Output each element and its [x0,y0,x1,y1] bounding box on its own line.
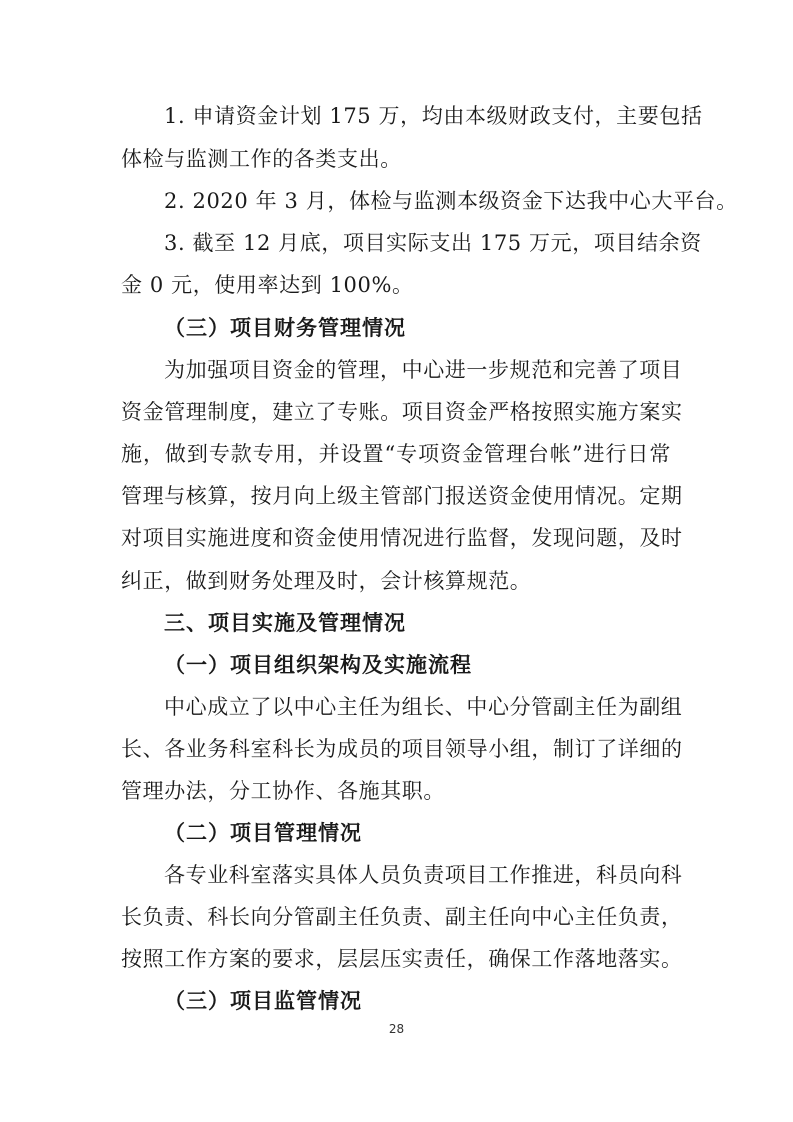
chapter-heading: 三、项目实施及管理情况 [164,610,406,635]
text-line: 各专业科室落实具体人员负责项目工作推进，科员向科 [164,863,683,887]
text-line: 1. 申请资金计划 175 万，均由本级财政支付，主要包括 [164,104,703,128]
section-heading: （一）项目组织架构及实施流程 [164,652,472,677]
text-line: 为加强项目资金的管理，中心进一步规范和完善了项目 [164,358,683,382]
text-line: 按照工作方案的要求，层层压实责任，确保工作落地落实。 [121,947,683,971]
text-line: 2. 2020 年 3 月，体检与监测本级资金下达我中心大平台。 [164,189,738,213]
text-line: 长、各业务科室科长为成员的项目领导小组，制订了详细的 [121,737,683,761]
text-line: 资金管理制度，建立了专账。项目资金严格按照实施方案实 [121,400,683,424]
text-line: 金 0 元，使用率达到 100%。 [121,273,414,297]
page-number: 28 [388,1022,405,1036]
section-heading: （三）项目监管情况 [164,988,362,1013]
text-line: 中心成立了以中心主任为组长、中心分管副主任为副组 [164,695,683,719]
text-line: 体检与监测工作的各类支出。 [121,147,402,171]
text-line: 管理办法，分工协作、各施其职。 [121,779,445,803]
section-heading: （三）项目财务管理情况 [164,315,406,340]
text-line: 施，做到专款专用，并设置“专项资金管理台帐”进行日常 [121,442,671,466]
text-line: 对项目实施进度和资金使用情况进行监督，发现问题，及时 [121,526,683,550]
text-line: 长负责、科长向分管副主任负责、副主任向中心主任负责， [121,905,683,929]
text-line: 3. 截至 12 月底，项目实际支出 175 万元，项目结余资 [164,231,702,255]
text-line: 纠正，做到财务处理及时，会计核算规范。 [121,569,532,593]
text-line: 管理与核算，按月向上级主管部门报送资金使用情况。定期 [121,484,683,508]
section-heading: （二）项目管理情况 [164,820,362,845]
